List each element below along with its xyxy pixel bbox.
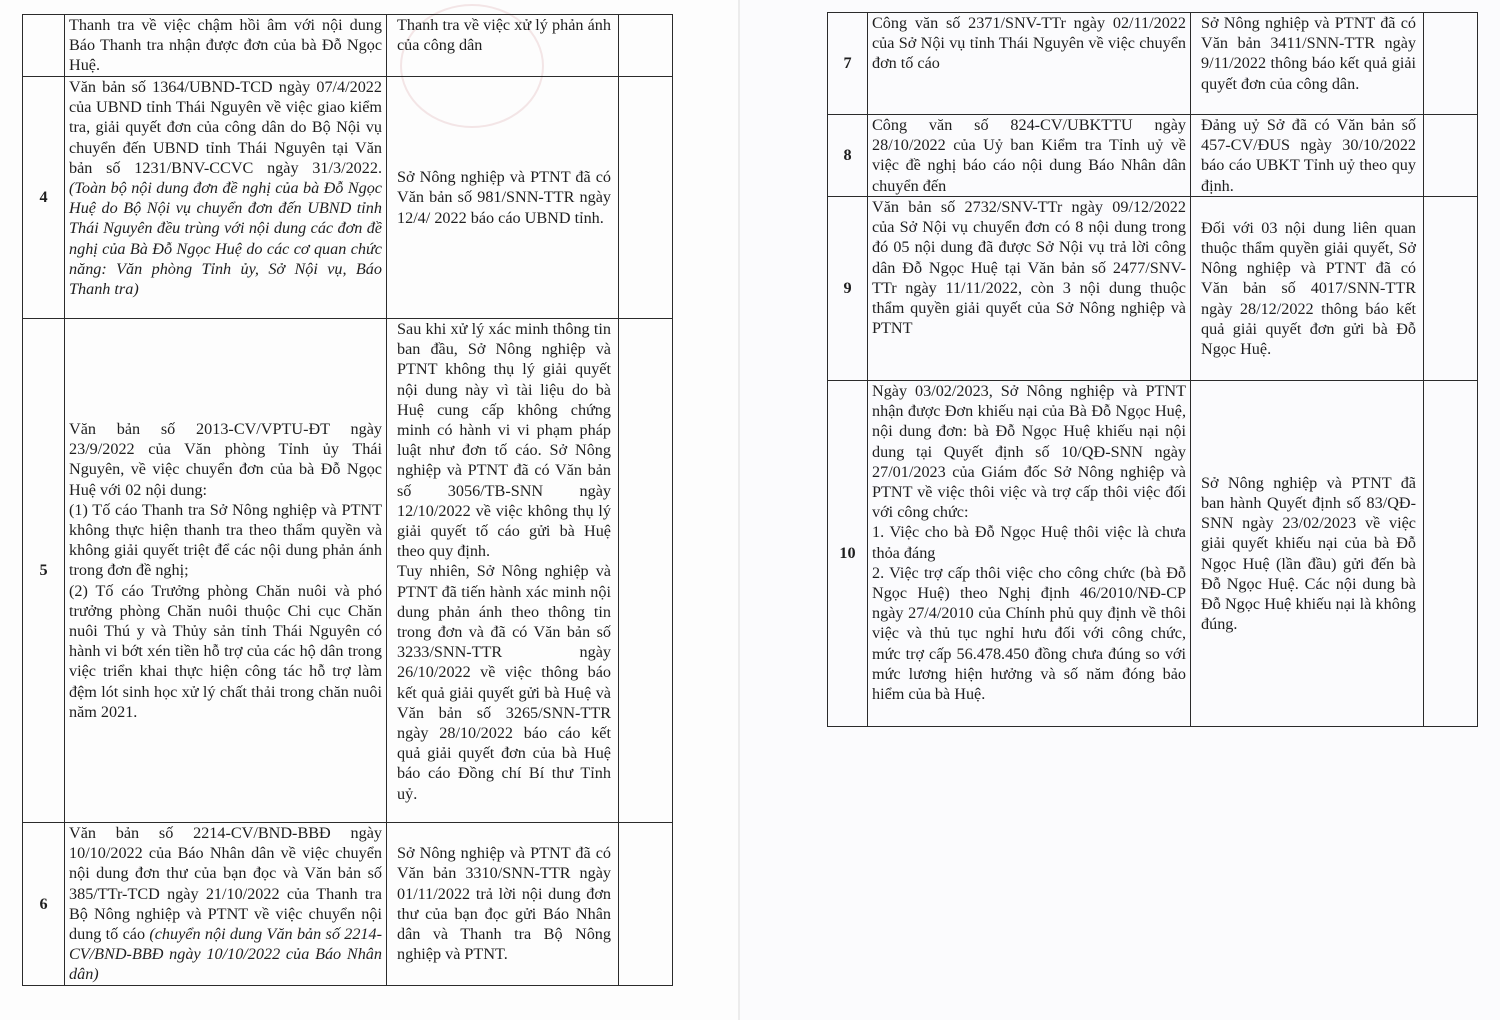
row-note (1424, 381, 1478, 727)
row-number: 9 (828, 197, 868, 381)
row-description-italic: (Toàn bộ nội dung đơn đề nghị của bà Đỗ Ngọc Huệ do Bộ Nội vụ chuyển đơn đến UBND tỉnh Thái Nguyên đều trùng với nội dung các đơn đề nghị của Bà Đỗ Ngọc Huệ do các cơ quan chức năng: Văn phòng Tỉnh ủy, Sở Nội vụ, Báo Thanh tra) (69, 179, 382, 299)
right-table (827, 12, 1478, 727)
row-note (619, 77, 673, 319)
row-number: 5 (23, 319, 65, 823)
page-fold (738, 0, 740, 1020)
row-number (23, 15, 65, 77)
row-result: Sở Nông nghiệp và PTNT đã có Văn bản số 981/SNN-TTR ngày 12/4/ 2022 báo cáo UBND tỉnh. (387, 77, 619, 319)
row-description: Văn bản số 2013-CV/VPTU-ĐT ngày 23/9/2022 của Văn phòng Tỉnh ủy Thái Nguyên, về việc chuyển đơn của bà Đỗ Ngọc Huệ với 02 nội dung: (1) Tố cáo Thanh tra Sở Nông nghiệp và PTNT không thực hiện thanh tra theo thẩm quyền và không giải quyết triệt để các nội dung phản ánh trong đơn đề nghị; (2) Tố cáo Trưởng phòng Chăn nuôi và phó trưởng phòng Chăn nuôi thuộc Chi cục Chăn nuôi Thú y và Thủy sản tỉnh Thái Nguyên có hành vi bớt xén tiền hỗ trợ của các hộ dân trong việc triển khai thực hiện công tác hỗ trợ làm đệm lót sinh học xử lý chất thải trong chăn nuôi năm 2021. (65, 319, 387, 823)
row-result: Sở Nông nghiệp và PTNT đã có Văn bản 3310/SNN-TTR ngày 01/11/2022 trả lời nội dung đơn thư của bạn đọc gửi Báo Nhân dân và Thanh tra Bộ Nông nghiệp và PTNT. (387, 823, 619, 986)
row-description-italic: (chuyển nội dung Văn bản số 2214-CV/BND-BBĐ ngày 10/10/2022 của Báo Nhân dân) (69, 925, 382, 984)
row-description: Ngày 03/02/2023, Sở Nông nghiệp và PTNT nhận được Đơn khiếu nại của Bà Đỗ Ngọc Huệ, nội dung đơn: bà Đỗ Ngọc Huệ khiếu nại nội dung tại Quyết định số 10/QĐ-SNN ngày 27/01/2023 của Giám đốc Sở Nông nghiệp và PTNT về việc thôi việc và trợ cấp thôi việc đối với công chức: 1. Việc cho bà Đỗ Ngọc Huệ thôi việc là chưa thỏa đáng 2. Việc trợ cấp thôi việc cho công chức (bà Đỗ Ngọc Huệ) theo Nghị định 46/2010/NĐ-CP ngày 27/4/2010 của Chính phủ quy định về thôi việc và thủ tục nghỉ hưu đối với công chức, mức trợ cấp 56.478.450 đồng chưa đúng so với mức lương hiện hưởng và số năm đóng bảo hiểm của bà Huệ. (868, 381, 1191, 727)
row-number: 8 (828, 115, 868, 197)
row-note (619, 319, 673, 823)
row-number: 4 (23, 77, 65, 319)
row-description-text: Văn bản số 1364/UBND-TCD ngày 07/4/2022 của UBND tỉnh Thái Nguyên về việc giao kiểm tra, giải quyết đơn của công dân do Bộ Nội vụ chuyển đến UBND tỉnh Thái Nguyên tại Văn bản số 1231/BNV-CCVC ngày 31/3/2022. (69, 78, 382, 177)
row-note (1424, 115, 1478, 197)
table-row (828, 13, 1478, 115)
row-result: Đảng uỷ Sở đã có Văn bản số 457-CV/ĐUS ngày 30/10/2022 báo cáo UBKT Tỉnh uỷ theo quy định. (1191, 115, 1424, 197)
row-description: Thanh tra về việc chậm hồi âm với nội dung Báo Thanh tra nhận được đơn của bà Đỗ Ngọc Huệ. (65, 15, 387, 77)
table-row (828, 197, 1478, 381)
table-row (23, 77, 673, 319)
row-note (619, 15, 673, 77)
row-number: 6 (23, 823, 65, 986)
row-number: 7 (828, 13, 868, 115)
row-number: 10 (828, 381, 868, 727)
row-note (1424, 197, 1478, 381)
left-table (22, 14, 673, 986)
table-row (828, 381, 1478, 727)
row-note (1424, 13, 1478, 115)
table-row (23, 823, 673, 986)
row-note (619, 823, 673, 986)
table-row (23, 319, 673, 823)
row-result: Sở Nông nghiệp và PTNT đã ban hành Quyết định số 83/QĐ-SNN ngày 23/02/2023 về việc giải quyết khiếu nại của bà Đỗ Ngọc Huệ (lần đầu) gửi đến bà Đỗ Ngọc Huệ. Các nội dung bà Đỗ Ngọc Huệ khiếu nại là không đúng. (1191, 381, 1424, 727)
row-description: Công văn số 824-CV/UBKTTU ngày 28/10/2022 của Uỷ ban Kiểm tra Tỉnh uỷ về việc đề nghị báo cáo nội dung Báo Nhân dân chuyển đến (868, 115, 1191, 197)
row-result: Đối với 03 nội dung liên quan thuộc thẩm quyền giải quyết, Sở Nông nghiệp và PTNT đã có Văn bản số 4017/SNN-TTR ngày 28/12/2022 thông báo kết quả giải quyết đơn gửi bà Đỗ Ngọc Huệ. (1191, 197, 1424, 381)
table-row (23, 15, 673, 77)
row-description: Văn bản số 2732/SNV-TTr ngày 09/12/2022 của Sở Nội vụ chuyển đơn có 8 nội dung trong đó 05 nội dung đã được Sở Nội vụ trả lời công dân Đỗ Ngọc Huệ tại Văn bản số 2477/SNV-TTr ngày 11/11/2022, còn 3 nội dung thuộc thẩm quyền giải quyết của Sở Nông nghiệp và PTNT (868, 197, 1191, 381)
row-description (65, 823, 387, 986)
table-row (828, 115, 1478, 197)
row-result: Thanh tra về việc xử lý phản ánh của công dân (387, 15, 619, 77)
row-result: Sở Nông nghiệp và PTNT đã có Văn bản 3411/SNN-TTR ngày 9/11/2022 thông báo kết quả giải quyết đơn của công dân. (1191, 13, 1424, 115)
row-result: Sau khi xử lý xác minh thông tin ban đầu, Sở Nông nghiệp và PTNT không thụ lý giải quyết nội dung này vì tài liệu do bà Huệ cung cấp không chứng minh có hành vi vi phạm pháp luật như đơn tố cáo. Sở Nông nghiệp và PTNT đã có Văn bản số 3056/TB-SNN ngày 12/10/2022 về việc không thụ lý giải quyết tố cáo gửi bà Huệ theo quy định. Tuy nhiên, Sở Nông nghiệp và PTNT đã tiến hành xác minh nội dung phản ánh theo thông tin trong đơn và đã có Văn bản số 3233/SNN-TTR ngày 26/10/2022 về việc thông báo kết quả giải quyết gửi bà Huệ và Văn bản số 3265/SNN-TTR ngày 28/10/2022 báo cáo kết quả giải quyết đơn của bà Huệ báo cáo Đồng chí Bí thư Tỉnh uỷ. (387, 319, 619, 823)
row-description (65, 77, 387, 319)
row-description-text: Văn bản số 2214-CV/BND-BBĐ ngày 10/10/2022 của Báo Nhân dân về việc chuyển nội dung đơn thư của bạn đọc và Văn bản số 385/TTr-TCD ngày 21/10/2022 của Thanh tra Bộ Nông nghiệp và PTNT về việc chuyển nội dung tố cáo (69, 824, 382, 944)
row-description: Công văn số 2371/SNV-TTr ngày 02/11/2022 của Sở Nội vụ tỉnh Thái Nguyên về việc chuyển đơn tố cáo (868, 13, 1191, 115)
